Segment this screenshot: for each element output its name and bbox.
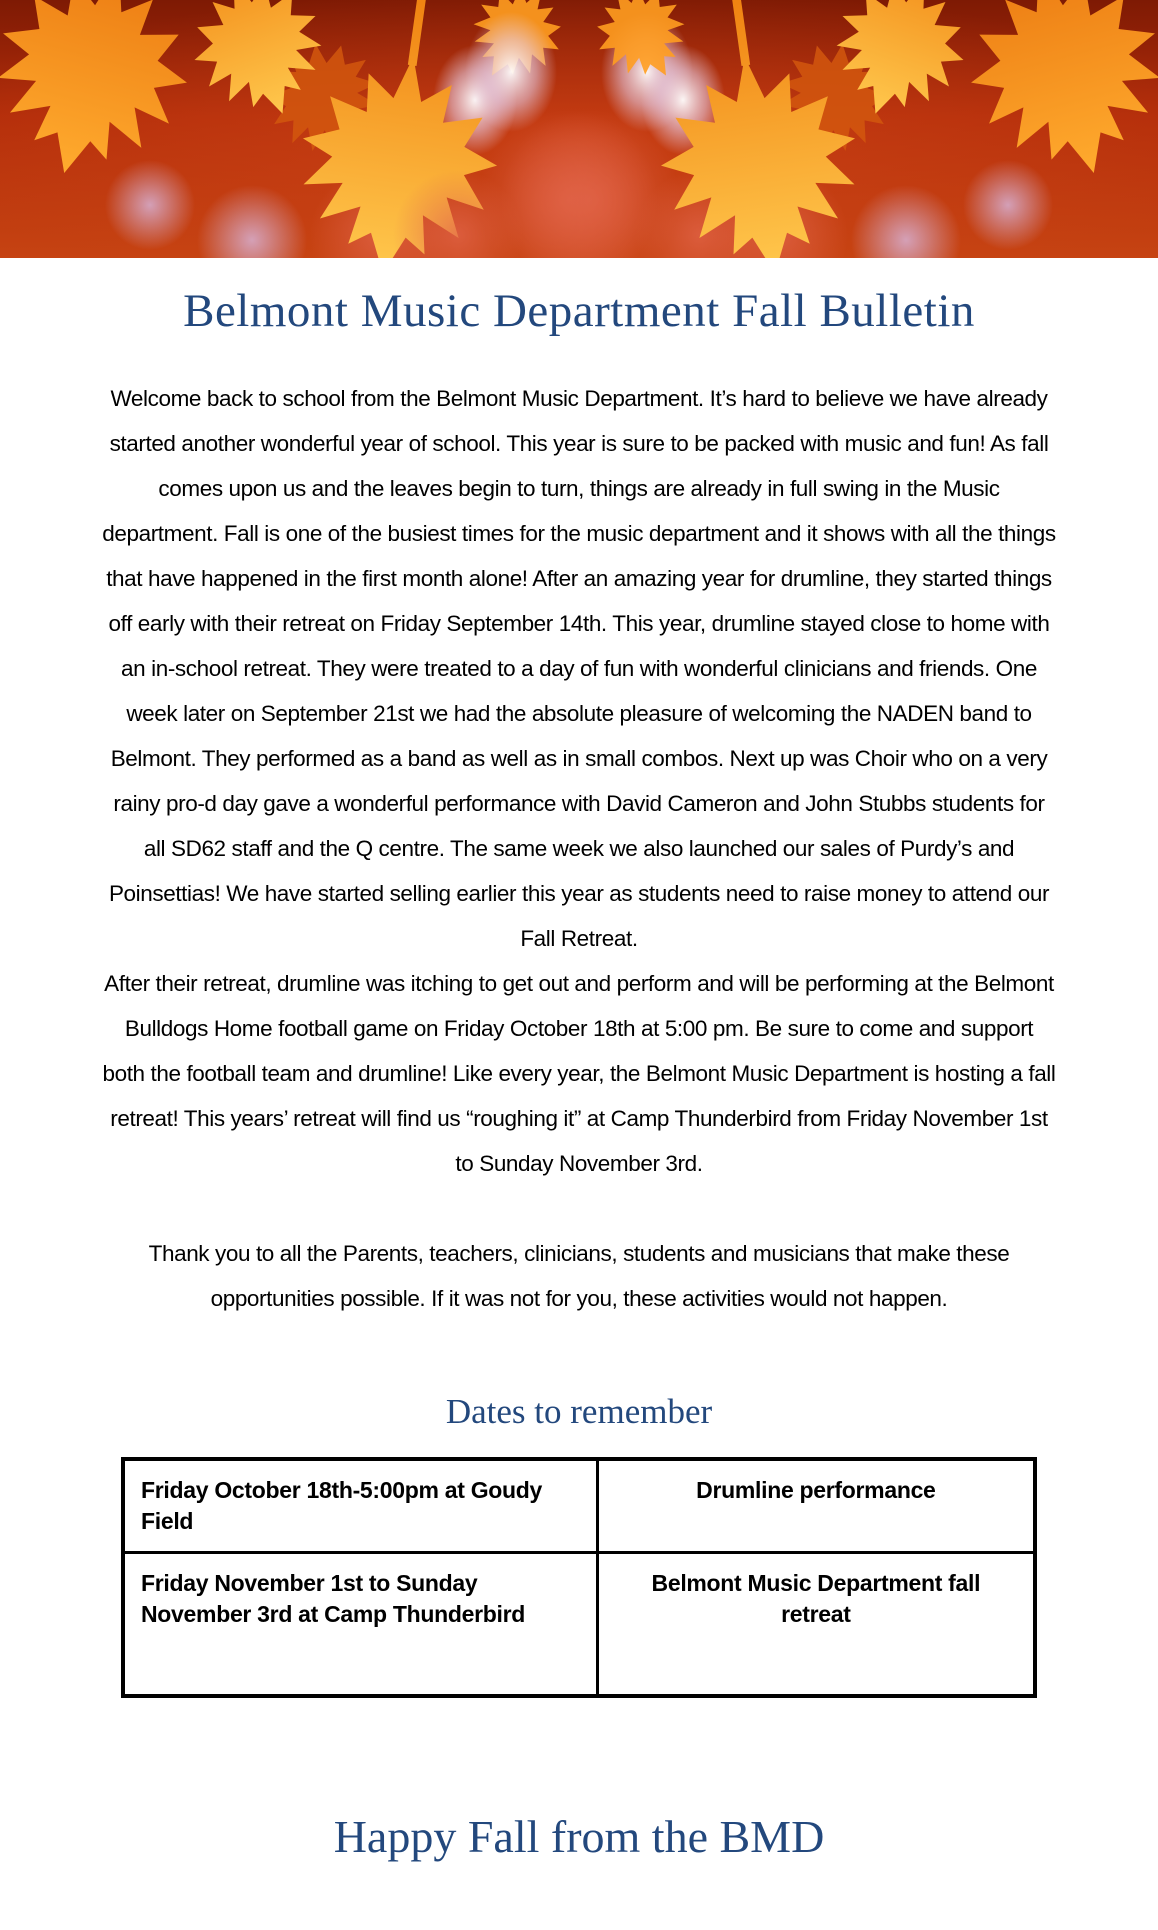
maple-leaves-graphic [0,0,1158,258]
event-name-cell: Drumline performance [597,1459,1035,1553]
footer-message: Happy Fall from the BMD [333,1811,825,1862]
dates-table [121,1457,1037,1698]
bulletin-body [101,376,1057,1321]
paragraph-thank-you: Thank you to all the Parents, teachers, clinicians, students and musicians that make these opportunities possible. If it was not for you, these activities would not happen. [148,1241,1010,1311]
event-date-cell: Friday November 1st to Sunday November 3rd at Camp Thunderbird [123,1553,597,1697]
table-row-drumline-performance [123,1459,1035,1553]
table-row-fall-retreat [123,1553,1035,1697]
page-title: Belmont Music Department Fall Bulletin [183,285,975,337]
paragraph-upcoming-events: After their retreat, drumline was itching to get out and perform and will be performing at the Belmont Bulldogs Home football game on Friday October 18th at 5:00 pm. Be sure to come and support both the football team and drumline! Like every year, the Belmont Music Department is hosting a fall retreat! This years’ retreat will find us “roughing it” at Camp Thunderbird from Friday November 1st to Sunday November 3rd. [102,971,1056,1176]
event-date-cell: Friday October 18th-5:00pm at Goudy Field [123,1459,597,1553]
autumn-leaves-header-image [0,0,1158,258]
event-name-cell: Belmont Music Department fall retreat [597,1553,1035,1697]
paragraph-welcome: Welcome back to school from the Belmont Music Department. It’s hard to believe we have already started another wonderful year of school. This year is sure to be packed with music and fun! As fall comes upon us and the leaves begin to turn, things are already in full swing in the Music department. Fall is one of the busiest times for the music department and it shows with all the things that have happened in the first month alone! After an amazing year for drumline, they started things off early with their retreat on Friday September 14th. This year, drumline stayed close to home with an in-school retreat. They were treated to a day of fun with wonderful clinicians and friends. One week later on September 21st we had the absolute pleasure of welcoming the NADEN band to Belmont. They performed as a band as well as in small combos. Next up was Choir who on a very rainy pro-d day gave a wonderful performance with David Cameron and John Stubbs students for all SD62 staff and the Q centre. The same week we also launched our sales of Purdy’s and Poinsettias! We have started selling earlier this year as students need to raise money to attend our Fall Retreat. [102,386,1056,951]
dates-to-remember-heading: Dates to remember [445,1392,713,1431]
